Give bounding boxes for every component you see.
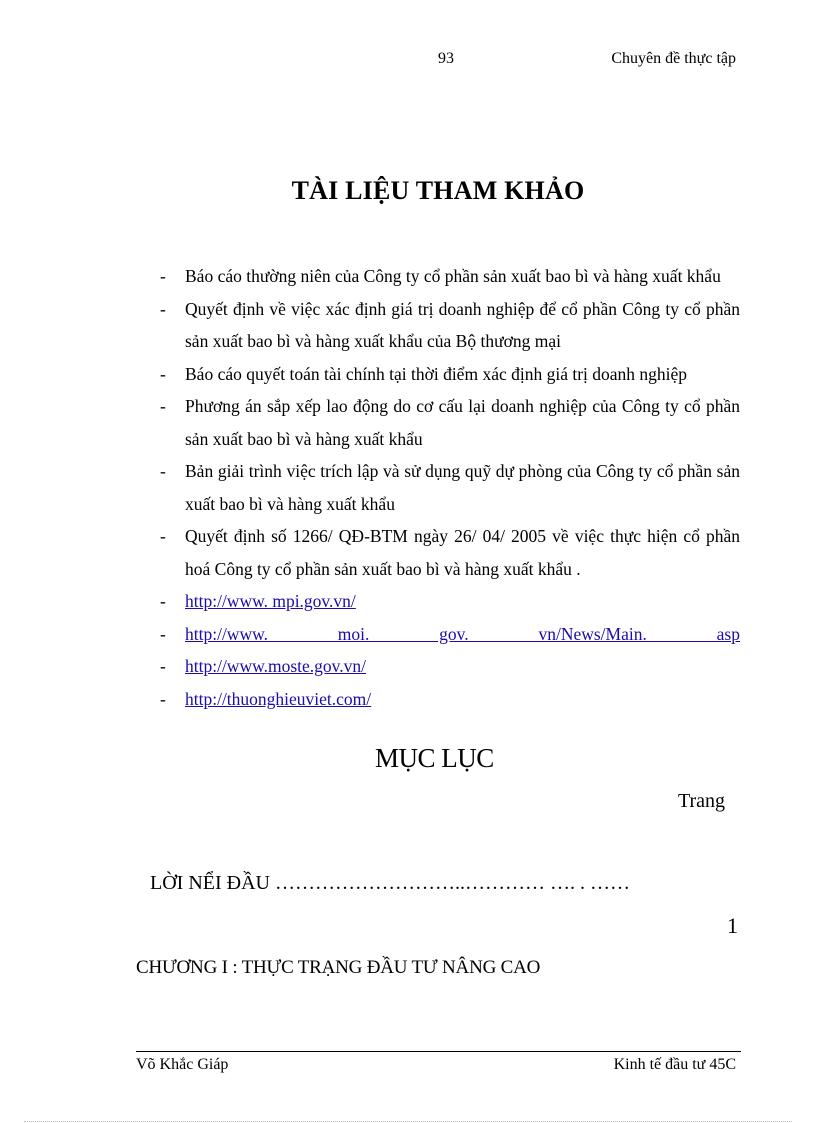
list-bullet: - <box>160 623 166 644</box>
list-item <box>158 650 740 683</box>
references-list <box>158 260 740 715</box>
list-item <box>158 390 740 455</box>
toc-heading: MỤC LỤC <box>375 743 494 773</box>
reference-text: Bản giải trình việc trích lập và sử dụng quỹ dự phòng của Công ty cổ phần sản xuất bao bì và hàng xuất khẩu <box>185 461 740 514</box>
list-bullet: - <box>160 266 166 286</box>
list-bullet: - <box>160 591 166 611</box>
list-item <box>158 585 740 618</box>
list-item <box>158 618 740 651</box>
reference-text: Quyết định về việc xác định giá trị doanh nghiệp để cổ phần Công ty cổ phần sản xuất bao bì và hàng xuất khẩu của Bộ thương mại <box>185 298 740 351</box>
toc-page-column-label: Trang <box>678 790 726 812</box>
running-header-title: Chuyên đề thực tập <box>611 50 736 67</box>
list-item <box>158 293 740 358</box>
list-item <box>158 683 740 716</box>
toc-entry-title: LỜI NỂI ĐẦU ………………………..………… …. . …… <box>150 872 630 894</box>
reference-text: Phương án sắp xếp lao động do cơ cấu lại doanh nghiệp của Công ty cổ phần sản xuất bao bì và hàng xuất khẩu <box>185 396 740 449</box>
reference-text: Quyết định số 1266/ QĐ-BTM ngày 26/ 04/ 2005 về việc thực hiện cổ phần hoá Công ty cổ phần sản xuất bao bì và hàng xuất khẩu . <box>185 526 740 579</box>
list-bullet: - <box>160 656 166 676</box>
reference-text: Báo cáo quyết toán tài chính tại thời điểm xác định giá trị doanh nghiệp <box>185 363 688 384</box>
reference-link[interactable]: http://www.moste.gov.vn/ <box>185 656 366 676</box>
list-bullet: - <box>160 461 166 481</box>
list-bullet: - <box>160 298 166 319</box>
footer-divider <box>136 1051 741 1052</box>
reference-link[interactable]: http://www. moi. gov. vn/News/Main. asp <box>185 623 740 644</box>
references-heading: TÀI LIỆU THAM KHẢO <box>291 176 585 205</box>
footer-class: Kinh tế đầu tư 45C <box>613 1056 736 1073</box>
page-number: 93 <box>438 50 454 67</box>
reference-link[interactable]: http://thuonghieuviet.com/ <box>185 688 372 709</box>
list-item <box>158 520 740 585</box>
list-item <box>158 455 740 520</box>
footer-author: Võ Khắc Giáp <box>136 1056 229 1073</box>
toc-entry-page: 1 <box>727 913 738 938</box>
list-bullet: - <box>160 526 166 546</box>
toc-entry-title: CHƯƠNG I : THỰC TRẠNG ĐẦU TƯ NÂNG CAO <box>136 957 541 978</box>
reference-link[interactable]: http://www. mpi.gov.vn/ <box>185 591 356 611</box>
list-item <box>158 358 740 391</box>
list-bullet: - <box>160 363 166 384</box>
reference-text: Báo cáo thường niên của Công ty cổ phần sản xuất bao bì và hàng xuất khẩu <box>185 266 721 286</box>
list-item <box>158 260 740 293</box>
page-bottom-edge <box>24 1121 792 1122</box>
list-bullet: - <box>160 396 166 416</box>
list-bullet: - <box>160 688 166 709</box>
